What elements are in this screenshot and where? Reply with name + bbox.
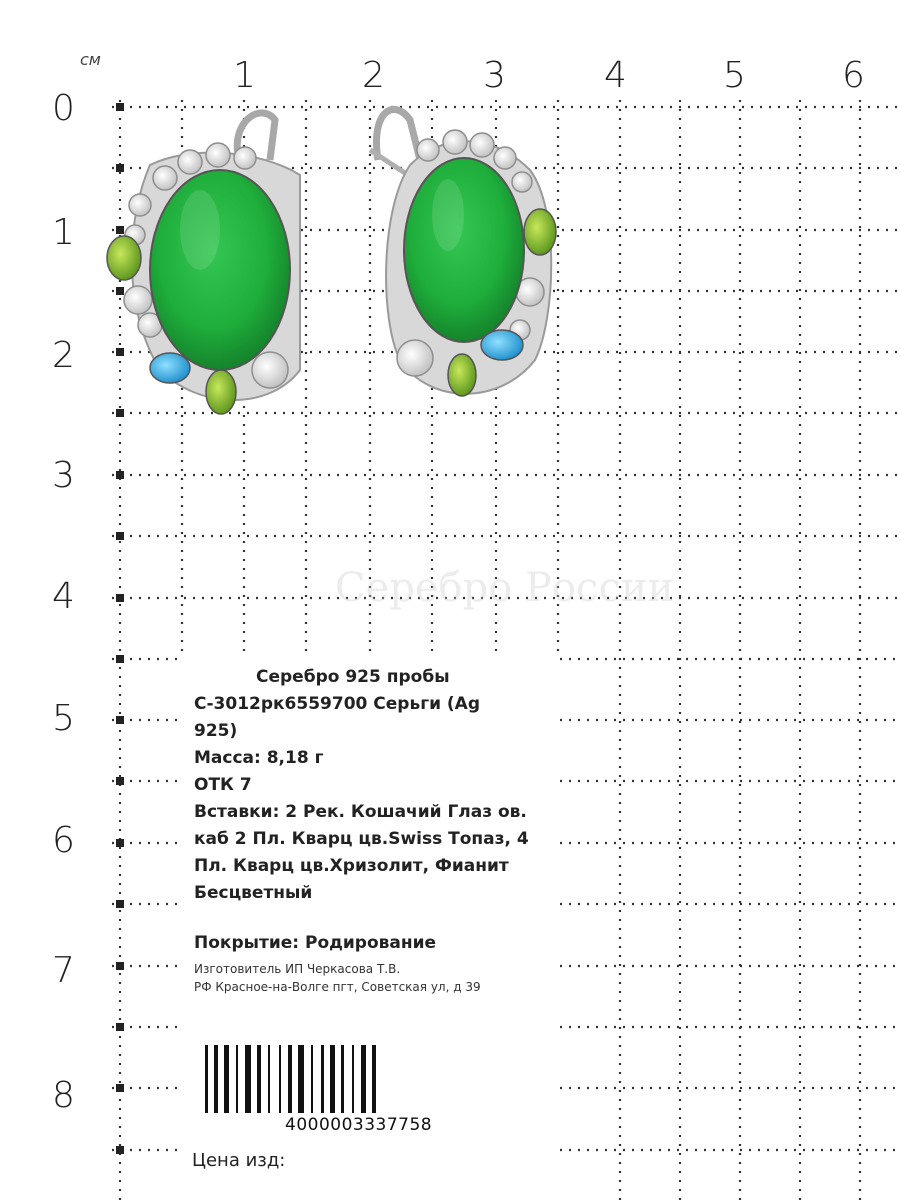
maker-line-1: Изготовитель ИП Черкасова Т.В. bbox=[194, 962, 401, 976]
maker-line-2: РФ Красное-на-Волге пгт, Советская ул, д 39 bbox=[194, 980, 481, 994]
ruler-top-6: 6 bbox=[842, 55, 865, 96]
ruler-left-4: 4 bbox=[52, 576, 75, 617]
left-earring bbox=[107, 113, 300, 414]
barcode-bar bbox=[245, 1045, 251, 1113]
tag-line-9: Бесцветный bbox=[194, 883, 313, 903]
barcode-bar bbox=[361, 1045, 366, 1113]
right-earring bbox=[370, 109, 556, 396]
barcode-bar bbox=[321, 1045, 324, 1113]
barcode-bar bbox=[311, 1045, 313, 1113]
unit-label: см bbox=[80, 50, 101, 69]
barcode-bar bbox=[224, 1045, 229, 1113]
barcode-bar bbox=[268, 1045, 270, 1113]
left-chrysolite-stone-1 bbox=[107, 236, 141, 280]
ruler-top-3: 3 bbox=[483, 55, 506, 96]
coating-line: Покрытие: Родирование bbox=[194, 933, 437, 953]
ruler-top-5: 5 bbox=[723, 55, 746, 96]
ruler-left-2: 2 bbox=[52, 335, 75, 376]
barcode-bar bbox=[214, 1045, 218, 1113]
barcode-bar bbox=[372, 1045, 376, 1113]
ruler-top-4: 4 bbox=[604, 55, 627, 96]
ruler-left-6: 6 bbox=[52, 820, 75, 861]
price-label: Цена изд: bbox=[192, 1150, 286, 1171]
left-topaz-stone bbox=[150, 353, 190, 383]
barcode-bar bbox=[352, 1045, 354, 1113]
barcode-bar bbox=[330, 1045, 335, 1113]
left-chrysolite-stone-2 bbox=[206, 370, 236, 414]
watermark-text: Серебро России bbox=[335, 565, 675, 611]
ruler-left-1: 1 bbox=[52, 212, 75, 253]
barcode-bar bbox=[236, 1045, 238, 1113]
left-cats-eye-stone bbox=[150, 170, 290, 370]
barcode-bar bbox=[341, 1045, 344, 1113]
tag-line-3: 925) bbox=[194, 721, 238, 741]
right-chrysolite-stone-2 bbox=[448, 354, 476, 396]
tag-line-5: ОТК 7 bbox=[194, 775, 252, 795]
ruler-left-8: 8 bbox=[52, 1075, 75, 1116]
ruler-left-7: 7 bbox=[52, 950, 75, 991]
barcode-number: 4000003337758 bbox=[285, 1115, 433, 1135]
barcode-bar bbox=[205, 1045, 208, 1113]
barcode bbox=[205, 1045, 525, 1120]
right-cats-eye-stone bbox=[404, 158, 524, 342]
barcode-bar bbox=[288, 1045, 292, 1113]
tag-line-4: Масса: 8,18 г bbox=[194, 748, 324, 768]
right-chrysolite-stone-1 bbox=[524, 209, 556, 255]
tag-line-7: каб 2 Пл. Кварц цв.Swiss Топаз, 4 bbox=[194, 829, 529, 849]
ruler-left-0: 0 bbox=[52, 88, 75, 129]
tag-line-2: С-3012рк6559700 Серьги (Ag bbox=[194, 694, 481, 714]
tag-line-8: Пл. Кварц цв.Хризолит, Фианит bbox=[194, 856, 509, 876]
ruler-top-1: 1 bbox=[233, 55, 256, 96]
barcode-bar bbox=[257, 1045, 261, 1113]
right-topaz-stone bbox=[481, 330, 523, 360]
barcode-bar bbox=[279, 1045, 281, 1113]
ruler-left-5: 5 bbox=[52, 698, 75, 739]
tag-line-6: Вставки: 2 Рек. Кошачий Глаз ов. bbox=[194, 802, 527, 822]
tag-line-1: Серебро 925 пробы bbox=[256, 667, 450, 687]
barcode-bar bbox=[298, 1045, 304, 1113]
ruler-top-2: 2 bbox=[362, 55, 385, 96]
ruler-left-3: 3 bbox=[52, 455, 75, 496]
